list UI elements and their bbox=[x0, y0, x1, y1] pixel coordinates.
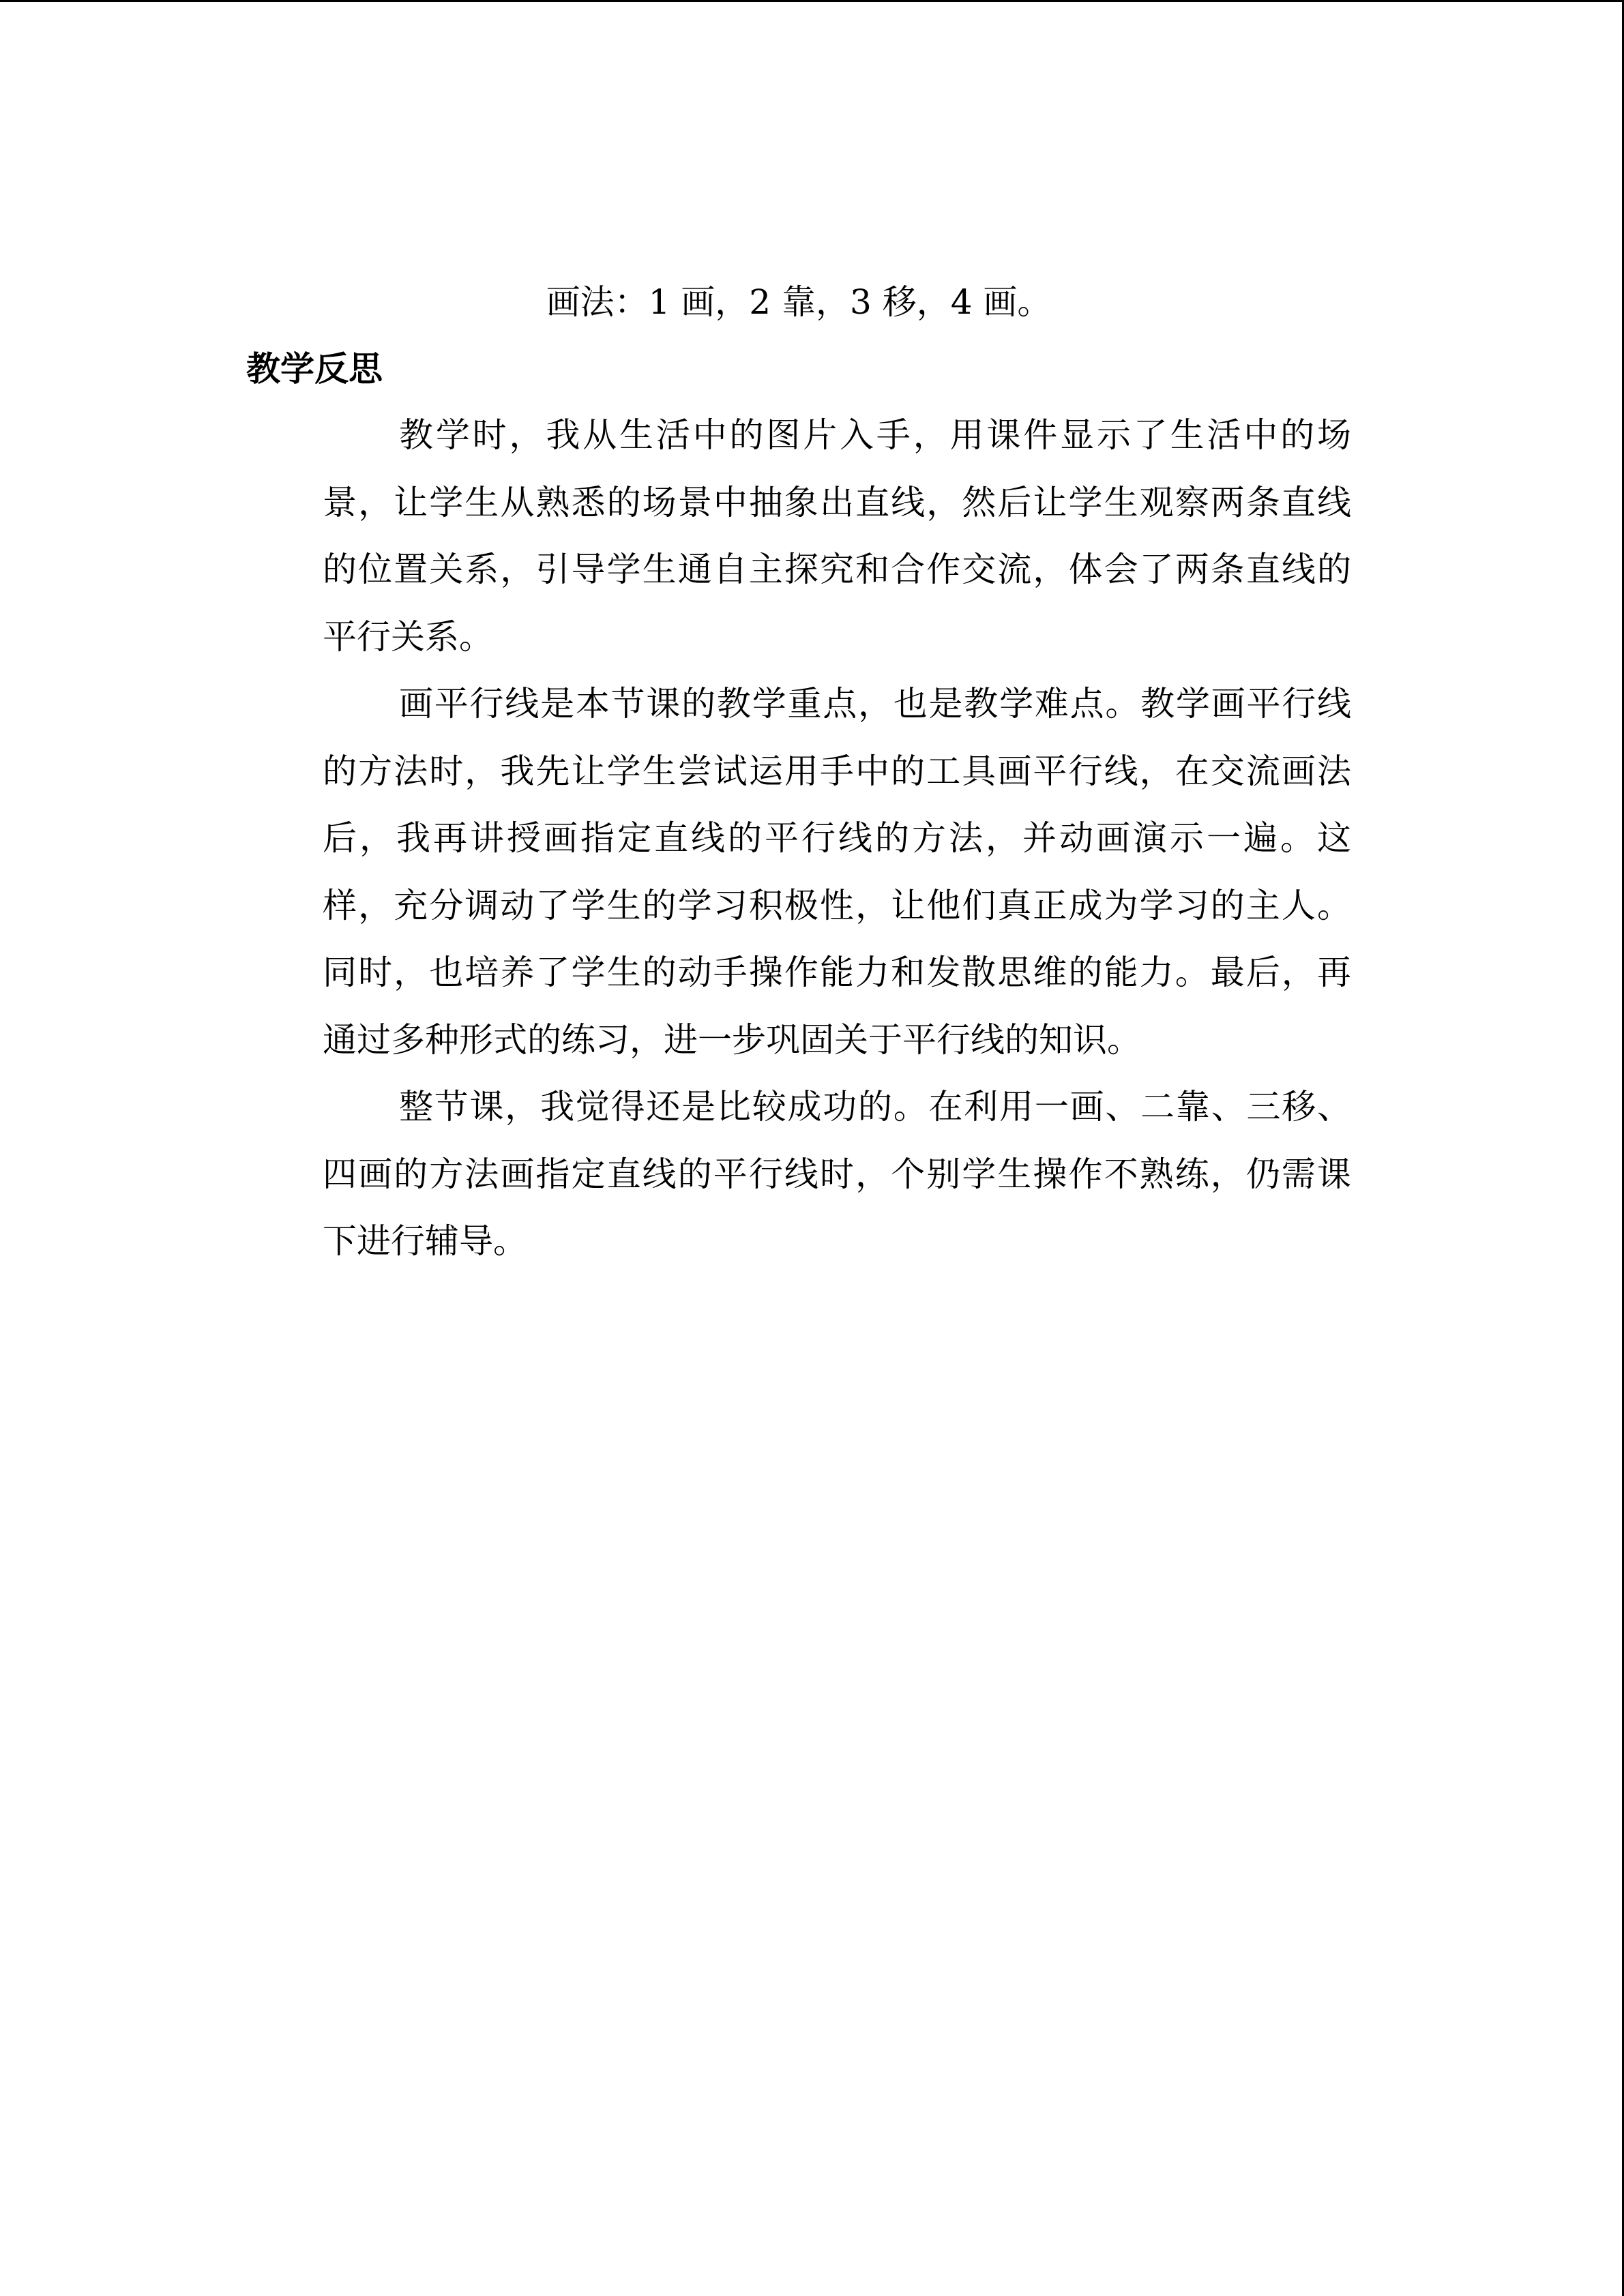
paragraph-line: 四画的方法画指定直线的平行线时，个别学生操作不熟练，仍需课 bbox=[323, 1154, 1351, 1194]
paragraph-line: 画平行线是本节课的教学重点，也是教学难点。教学画平行线 bbox=[399, 684, 1351, 724]
paragraph-line: 的位置关系，引导学生通自主探究和合作交流，体会了两条直线的 bbox=[323, 550, 1351, 589]
paragraph-3 bbox=[246, 1073, 1351, 1275]
paragraph-line: 样，充分调动了学生的学习积极性，让他们真正成为学习的主人。 bbox=[323, 885, 1351, 925]
paragraph-line: 平行关系。 bbox=[323, 616, 493, 657]
paragraph-1 bbox=[246, 402, 1351, 670]
paragraph-line: 景，让学生从熟悉的场景中抽象出直线，然后让学生观察两条直线 bbox=[323, 482, 1351, 522]
paragraph-line: 的方法时，我先让学生尝试运用手中的工具画平行线，在交流画法 bbox=[323, 751, 1351, 791]
paragraph-2 bbox=[246, 670, 1351, 1073]
paragraph-line: 后，我再讲授画指定直线的平行线的方法，并动画演示一遍。这 bbox=[323, 818, 1351, 858]
paragraph-line: 整节课，我觉得还是比较成功的。在利用一画、二靠、三移、 bbox=[399, 1087, 1351, 1127]
page-content bbox=[246, 268, 1351, 1275]
paragraph-line: 同时，也培养了学生的动手操作能力和发散思维的能力。最后，再 bbox=[323, 953, 1351, 992]
paragraph-line: 教学时，我从生活中的图片入手，用课件显示了生活中的场 bbox=[399, 415, 1351, 455]
section-heading: 教学反思 bbox=[246, 349, 383, 389]
paragraph-line: 下进行辅导。 bbox=[323, 1221, 527, 1261]
paragraph-line: 通过多种形式的练习，进一步巩固关于平行线的知识。 bbox=[323, 1019, 1141, 1060]
drawing-method-line: 画法：1 画，2 靠，3 移，4 画。 bbox=[546, 282, 1052, 322]
